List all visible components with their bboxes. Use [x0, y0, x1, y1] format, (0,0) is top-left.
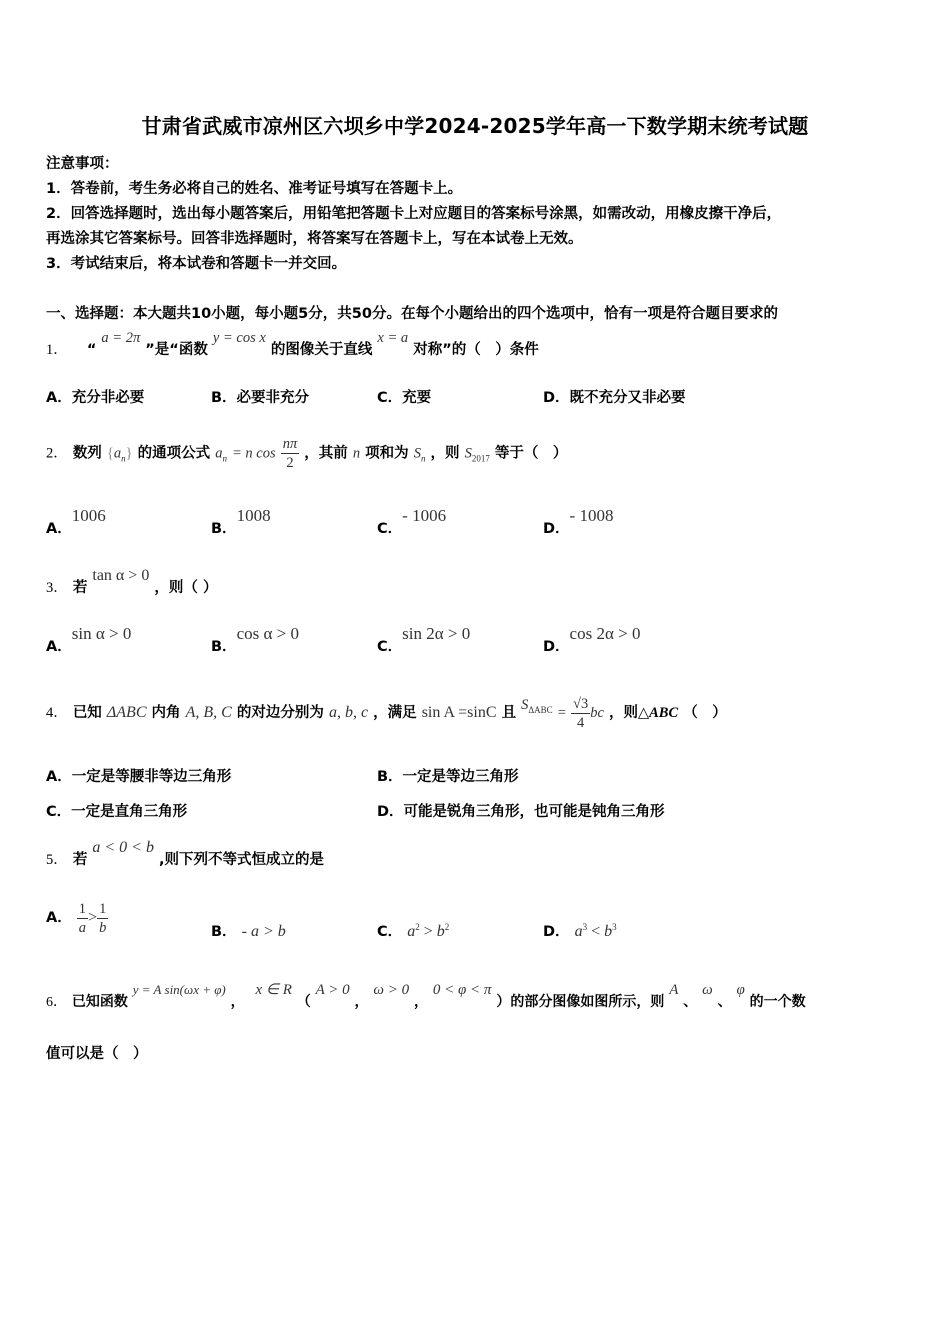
q4-text-1: 已知: [72, 705, 102, 721]
q5-c-exp-1: 2: [415, 922, 420, 933]
q2-text-2: 的通项公式: [137, 445, 211, 462]
q1-option-d: D．既不充分又非必要: [543, 390, 686, 406]
question-2: [46, 435, 567, 475]
q1-option-b: B．必要非充分: [211, 390, 310, 406]
q6-math-4: ω > 0: [373, 982, 410, 998]
q3-option-b-value: cos α > 0: [236, 624, 299, 643]
q5-a-den-1: a: [78, 919, 87, 936]
q5-c-base-2: b: [436, 923, 445, 940]
q6-number: 6．: [46, 995, 67, 1010]
q6-text-3: （: [296, 994, 311, 1010]
q3-option-b-label: B．: [211, 639, 237, 655]
q4-math-4: sin A =sinC: [421, 704, 497, 721]
section-heading: 一、选择题：本大题共10小题，每小题5分，共50分。在每个小题给出的四个选项中，恰有一项是符合题目要求的: [46, 306, 778, 322]
q2-option-a-label: A．: [46, 521, 72, 537]
q2-option-b: [211, 506, 271, 538]
q1-math-3: x = a: [377, 330, 409, 346]
q5-d-base-2: b: [604, 923, 613, 940]
q6-math-8: φ: [736, 982, 745, 998]
q5-a-gt: >: [88, 909, 98, 926]
q4-text-8: （ ）: [683, 705, 727, 721]
q3-option-a-value: sin α > 0: [71, 624, 132, 643]
q3-option-c-value: sin 2α > 0: [402, 624, 471, 643]
q4-math-3: a, b, c: [328, 704, 369, 721]
exam-title: 甘肃省武威市凉州区六坝乡中学2024-2025学年高一下数学期末统考试题: [141, 114, 809, 138]
q2-option-b-label: B．: [211, 521, 237, 537]
q1-text-1: “: [86, 342, 97, 358]
q2-option-b-value: 1008: [236, 506, 271, 525]
q2-math-5-sub: 2017: [471, 453, 490, 464]
q5-text-2: ,则下列不等式恒成立的是: [159, 852, 325, 868]
q2-math-3: n: [352, 445, 361, 462]
q5-d-op: <: [587, 923, 605, 940]
q2-option-a-value: 1006: [71, 506, 106, 525]
q2-option-c-label: C．: [377, 521, 403, 537]
q5-d-exp-1: 3: [582, 922, 588, 933]
q3-number: 3．: [46, 580, 68, 596]
q4-math-5-sub: ΔABC: [528, 704, 553, 715]
q2-brace-open-icon: {: [106, 445, 114, 462]
q1-text-4: 对称”的（ ）条件: [413, 342, 539, 358]
q6-text-7: 、: [683, 994, 698, 1010]
q2-option-d: [543, 506, 614, 538]
q3-option-b: [211, 624, 299, 656]
q5-option-a: [46, 896, 108, 940]
q4-text-3: 的对边分别为: [236, 705, 324, 721]
q3-option-d: [543, 624, 641, 656]
q4-frac-den: 4: [576, 714, 585, 731]
q2-number: 2．: [46, 445, 68, 462]
q2-math-4: S: [413, 445, 421, 462]
q5-d-base-1: a: [574, 923, 583, 940]
q2-brace-close-icon: }: [125, 445, 133, 462]
question-4: [46, 688, 727, 734]
q4-option-a: A．一定是等腰非等边三角形: [46, 769, 232, 785]
q5-option-c: [377, 920, 449, 941]
question-6: [46, 982, 806, 1011]
q4-math-2: A, B, C: [185, 704, 232, 721]
q3-text-1: 若: [72, 580, 88, 596]
q5-option-b: [211, 920, 286, 941]
q2-math-2: a: [215, 445, 223, 462]
q6-math-6: A: [669, 982, 679, 998]
q2-text-5: ，则: [430, 445, 460, 462]
q5-c-exp-2: 2: [444, 922, 450, 933]
q5-a-den-2: b: [99, 919, 107, 936]
q1-text-3: 的图像关于直线: [270, 342, 373, 358]
q4-text-2: 内角: [151, 705, 181, 721]
q3-math-1: tan α > 0: [92, 567, 150, 584]
notice-item-2: 2．回答选择题时，选出每小题答案后，用铅笔把答题卡上对应题目的答案标号涂黑，如需改动，用橡皮擦干净后，: [46, 206, 782, 222]
q4-text-5: 且: [501, 705, 517, 721]
q6-text-9: 的一个数: [749, 994, 806, 1010]
q2-math-1: a: [113, 445, 122, 462]
q3-option-a: [46, 624, 132, 656]
q4-math-1: ΔABC: [106, 704, 147, 721]
q6-text-1: 已知函数: [71, 994, 128, 1010]
q2-math-2-sub: n: [222, 453, 227, 464]
question-3: [46, 567, 218, 597]
q3-option-c: [377, 624, 471, 656]
q5-c-op: >: [419, 923, 437, 940]
q4-text-7: ABC: [649, 705, 679, 721]
q1-math-2: y = cos x: [212, 330, 266, 346]
q5-option-d-label: D．: [543, 924, 570, 940]
question-6-cont: 值可以是（ ）: [46, 1046, 148, 1062]
notice-item-3: 3．考试结束后，将本试卷和答题卡一并交回。: [46, 256, 347, 272]
q2-fraction: [281, 435, 300, 472]
q5-a-num-1: 1: [78, 900, 87, 917]
notice-heading: 注意事项：: [46, 156, 119, 172]
q4-number: 4．: [46, 705, 68, 721]
q2-option-c-value: - 1006: [402, 506, 447, 525]
q5-d-exp-2: 3: [612, 922, 617, 933]
q3-option-d-value: cos 2α > 0: [569, 624, 641, 643]
q6-math-2: x ∈ R: [255, 982, 292, 998]
q4-math-5-eq: =: [557, 705, 566, 721]
q6-text-6: ）的部分图像如图所示，则: [496, 994, 665, 1010]
q4-option-c: C．一定是直角三角形: [46, 804, 188, 820]
q2-frac-num: nπ: [282, 436, 298, 452]
q5-text-1: 若: [72, 852, 88, 868]
q6-math-3: A > 0: [315, 982, 350, 998]
q2-math-2-rhs: = n cos: [232, 445, 276, 462]
q5-option-b-value: - a > b: [241, 923, 286, 940]
q2-math-5: S: [464, 445, 472, 462]
notice-item-2-cont: 再选涂其它答案标号。回答非选择题时，将答案写在答题卡上，写在本试卷上无效。: [46, 231, 583, 247]
q2-option-c: [377, 506, 447, 538]
q4-math-5-tail: bc: [590, 705, 604, 721]
q6-text-8: 、: [717, 994, 732, 1010]
q6-math-7: ω: [702, 982, 713, 998]
q4-text-6: ，则△: [608, 705, 650, 721]
q6-text-4: ，: [354, 994, 369, 1010]
q5-option-b-label: B．: [211, 924, 237, 940]
q4-text-4: ，满足: [373, 705, 417, 721]
q2-option-d-value: - 1008: [569, 506, 614, 525]
q5-a-frac-1: [77, 900, 88, 937]
q6-text-2: ，: [230, 994, 245, 1010]
q4-math-5: S: [521, 697, 529, 713]
question-1: [46, 330, 539, 359]
q6-math-1: y = A sin(ωx + φ): [132, 982, 226, 997]
q5-option-d: [543, 920, 617, 941]
q2-math-1-sub: n: [121, 453, 126, 464]
q2-text-6: 等于（ ）: [494, 445, 568, 462]
q2-option-a: [46, 506, 106, 538]
q2-frac-den: 2: [286, 455, 294, 471]
q2-text-4: 项和为: [365, 445, 409, 462]
q5-option-c-label: C．: [377, 924, 403, 940]
q3-text-2: ，则（ ）: [154, 580, 218, 596]
q4-option-b: B．一定是等边三角形: [377, 769, 519, 785]
q2-math-4-sub: n: [420, 453, 426, 464]
q1-math-1: a = 2π: [101, 330, 141, 346]
q1-option-a: A．充分非必要: [46, 390, 145, 406]
q5-c-base-1: a: [407, 923, 416, 940]
q1-option-c: C．充要: [377, 390, 432, 406]
q3-option-a-label: A．: [46, 639, 72, 655]
q4-option-d: D．可能是锐角三角形，也可能是钝角三角形: [377, 804, 665, 820]
q4-frac-num: √3: [573, 695, 589, 712]
q5-a-num-2: 1: [99, 900, 107, 917]
q3-option-d-label: D．: [543, 639, 570, 655]
q6-math-5: 0 < φ < π: [432, 982, 492, 998]
q2-option-d-label: D．: [543, 521, 570, 537]
q3-option-c-label: C．: [377, 639, 403, 655]
q4-fraction: [571, 695, 590, 732]
q2-text-3: ，其前: [304, 445, 348, 462]
q5-math-1: a < 0 < b: [92, 839, 154, 856]
notice-item-1: 1．答卷前，考生务必将自己的姓名、准考证号填写在答题卡上。: [46, 181, 463, 197]
q6-text-5: ，: [414, 994, 429, 1010]
q2-text-1: 数列: [72, 445, 102, 462]
q5-a-frac-2: [97, 900, 108, 937]
q1-text-2: ”是“函数: [145, 342, 208, 358]
q5-number: 5．: [46, 852, 68, 868]
q1-number: 1．: [46, 342, 68, 358]
q5-option-a-label: A．: [46, 910, 72, 926]
question-5: [46, 839, 325, 869]
